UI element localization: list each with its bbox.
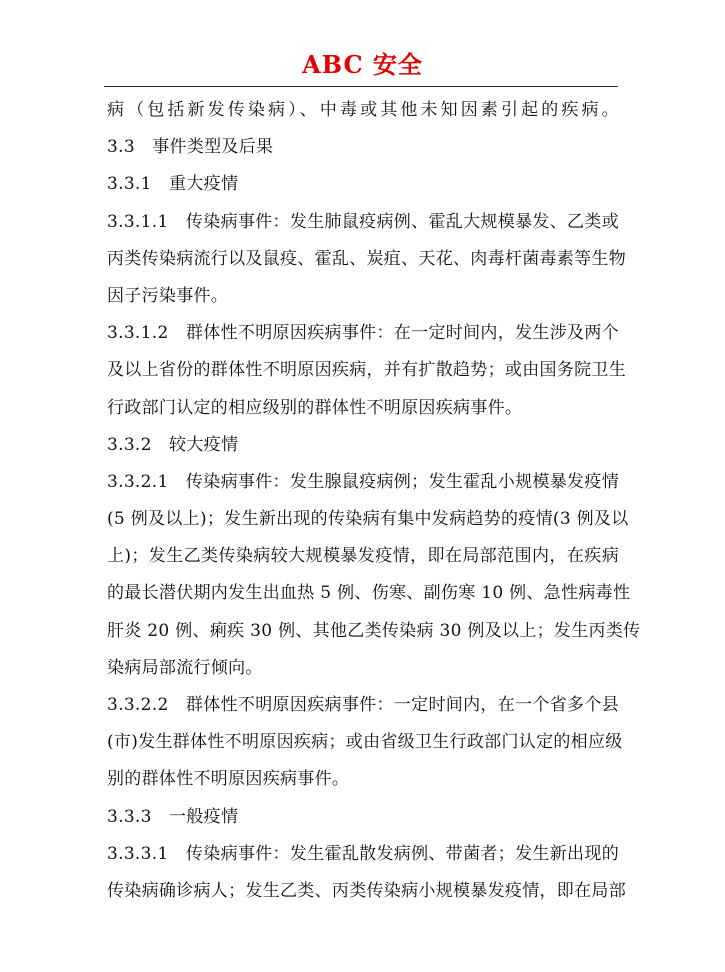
text-line: 因子污染事件。 (107, 285, 229, 306)
text-line: (市)发生群体性不明原因疾病；或由省级卫生行政部门认定的相应级 (107, 732, 623, 753)
section-heading: 3.3 事件类型及后果 (107, 137, 274, 158)
text-line: 传染病确诊病人；发生乙类、丙类传染病小规模暴发疫情，即在局部 (107, 880, 626, 901)
text-line: 肝炎 20 例、痢疾 30 例、其他乙类传染病 30 例及以上；发生丙类传 (107, 620, 641, 641)
text-line: 3.3.1.2 群体性不明原因疾病事件：在一定时间内，发生涉及两个 (107, 323, 619, 344)
text-line: 3.3.1.1 传染病事件：发生肺鼠疫病例、霍乱大规模暴发、乙类或 (107, 211, 619, 232)
text-line: 行政部门认定的相应级别的群体性不明原因疾病事件。 (107, 397, 523, 418)
text-line: 3.3.3.1 传染病事件：发生霍乱散发病例、带菌者；发生新出现的 (107, 843, 619, 864)
header-divider (104, 86, 618, 87)
text-line: 染病局部流行倾向。 (107, 657, 263, 678)
text-line: (5 例及以上)；发生新出现的传染病有集中发病趋势的疫情(3 例及以 (107, 509, 629, 530)
subsection-heading: 3.3.3 一般疫情 (107, 806, 239, 827)
text-line: 别的群体性不明原因疾病事件。 (107, 769, 350, 790)
text-line: 上)；发生乙类传染病较大规模暴发疫情，即在局部范围内，在疾病 (107, 546, 619, 567)
page-header-title: ABC 安全 (302, 50, 423, 79)
subsection-heading: 3.3.2 较大疫情 (107, 434, 239, 455)
text-line: 及以上省份的群体性不明原因疾病，并有扩散趋势；或由国务院卫生 (107, 360, 626, 381)
text-line: 3.3.2.1 传染病事件：发生腺鼠疫病例；发生霍乱小规模暴发疫情 (107, 471, 619, 492)
text-line: 病（包括新发传染病）、中毒或其他未知因素引起的疾病。 (107, 100, 619, 120)
text-line: 丙类传染病流行以及鼠疫、霍乱、炭疽、天花、肉毒杆菌毒素等生物 (107, 248, 626, 269)
text-line: 3.3.2.2 群体性不明原因疾病事件：一定时间内，在一个省多个县 (107, 695, 619, 715)
text-line: 的最长潜伏期内发生出血热 5 例、伤寒、副伤寒 10 例、急性病毒性 (107, 583, 631, 604)
subsection-heading: 3.3.1 重大疫情 (107, 174, 239, 195)
document-body (107, 92, 641, 910)
